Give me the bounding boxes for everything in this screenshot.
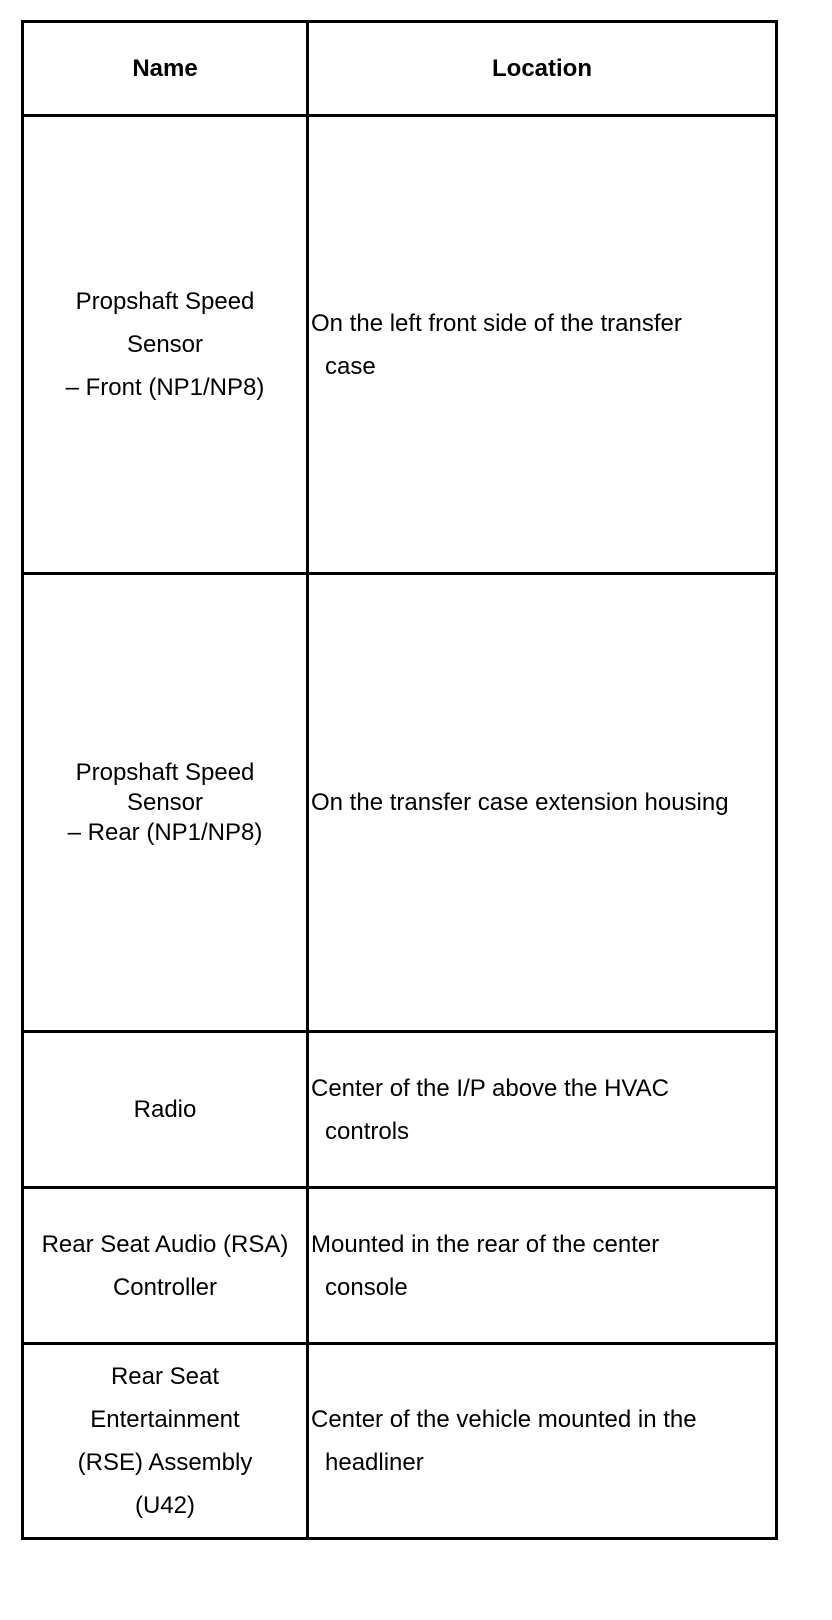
component-name-cell	[23, 574, 308, 1032]
component-name-cell	[23, 1188, 308, 1344]
location-line: controls	[325, 1117, 410, 1145]
location-line: case	[325, 352, 376, 380]
table-row	[23, 1344, 777, 1539]
component-location-cell	[308, 574, 777, 1032]
component-name-cell	[23, 1344, 308, 1539]
component-location-cell	[308, 116, 777, 574]
component-name-line: Propshaft Speed	[75, 288, 255, 315]
table-header-row	[23, 22, 777, 116]
component-name-line: Propshaft Speed	[75, 758, 255, 786]
location-column-header: Location	[308, 22, 777, 116]
component-name-line: Sensor	[126, 788, 204, 816]
component-name-line: Entertainment	[90, 1406, 240, 1433]
component-name-line: – Rear (NP1/NP8)	[67, 818, 263, 846]
component-name-line: Rear Seat Audio (RSA)	[41, 1230, 289, 1258]
component-location-cell	[308, 1344, 777, 1539]
component-location-cell	[308, 1032, 777, 1188]
table-row	[23, 1032, 777, 1188]
location-line: On the left front side of the transfer	[311, 309, 682, 337]
component-name-line: Radio	[133, 1096, 197, 1123]
location-line: Center of the I/P above the HVAC	[311, 1074, 669, 1102]
component-name-cell	[23, 116, 308, 574]
table-row	[23, 574, 777, 1032]
component-name-cell	[23, 1032, 308, 1188]
component-name-line: – Front (NP1/NP8)	[65, 374, 265, 401]
component-location-table	[21, 20, 778, 1540]
component-location-cell	[308, 1188, 777, 1344]
location-line: Mounted in the rear of the center	[311, 1230, 660, 1258]
table-row	[23, 1188, 777, 1344]
location-line: console	[325, 1273, 408, 1301]
location-line: On the transfer case extension housing	[311, 789, 729, 816]
location-line: headliner	[325, 1449, 424, 1476]
location-line: Center of the vehicle mounted in the	[311, 1406, 697, 1433]
component-name-line: Sensor	[126, 331, 204, 358]
component-name-line: Controller	[112, 1273, 218, 1301]
component-name-line: (RSE) Assembly	[77, 1449, 253, 1476]
table-row	[23, 116, 777, 574]
name-column-header: Name	[23, 22, 308, 116]
component-name-line: Rear Seat	[110, 1363, 220, 1390]
component-name-line: (U42)	[134, 1492, 195, 1519]
